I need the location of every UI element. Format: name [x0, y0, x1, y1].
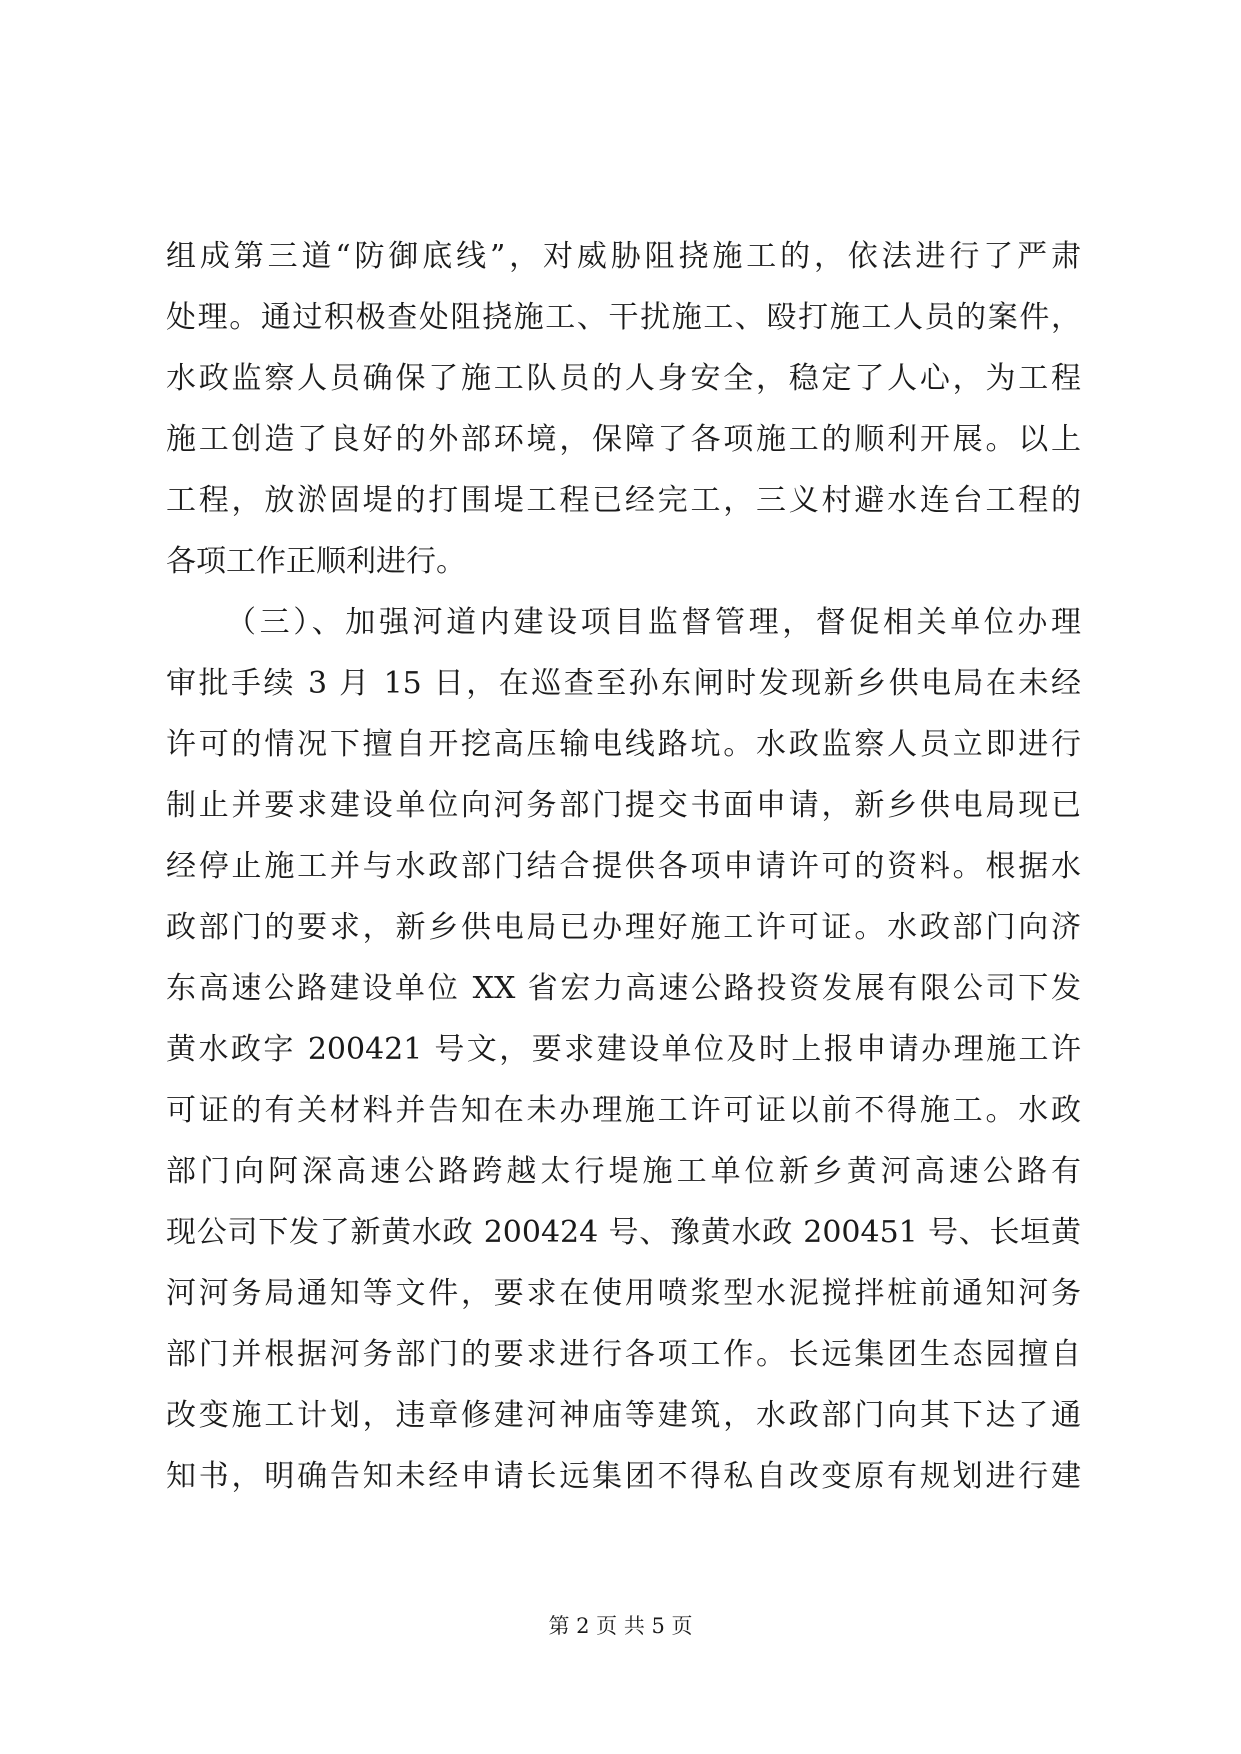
text-line: 各项工作正顺利进行。 — [166, 544, 466, 579]
text-line: 改变施工计划，违章修建河神庙等建筑，水政部门向其下达了通 — [166, 1398, 1081, 1433]
text-line: 经停止施工并与水政部门结合提供各项申请许可的资料。根据水 — [166, 849, 1081, 884]
text-line: 东高速公路建设单位 XX 省宏力高速公路投资发展有限公司下发 — [166, 971, 1081, 1006]
text-line: 现公司下发了新黄水政 200424 号、豫黄水政 200451 号、长垣黄 — [166, 1215, 1081, 1250]
body-text — [166, 226, 1081, 1507]
text-line: 政部门的要求，新乡供电局已办理好施工许可证。水政部门向济 — [166, 910, 1081, 945]
section-heading-line: （三）、加强河道内建设项目监督管理，督促相关单位办理 — [226, 605, 1081, 640]
text-line: 部门向阿深高速公路跨越太行堤施工单位新乡黄河高速公路有 — [166, 1154, 1081, 1189]
text-line: 河河务局通知等文件，要求在使用喷浆型水泥搅拌桩前通知河务 — [166, 1276, 1081, 1311]
text-line: 审批手续 3 月 15 日，在巡查至孙东闸时发现新乡供电局在未经 — [166, 666, 1081, 701]
text-line: 组成第三道“防御底线”，对威胁阻挠施工的，依法进行了严肃 — [166, 239, 1081, 274]
text-line: 处理。通过积极查处阻挠施工、干扰施工、殴打施工人员的案件， — [166, 300, 1081, 335]
text-line: 黄水政字 200421 号文，要求建设单位及时上报申请办理施工许 — [166, 1032, 1081, 1067]
text-line: 许可的情况下擅自开挖高压输电线路坑。水政监察人员立即进行 — [166, 727, 1081, 762]
text-line: 工程，放淤固堤的打围堤工程已经完工，三义村避水连台工程的 — [166, 483, 1081, 518]
text-line: 知书，明确告知未经申请长远集团不得私自改变原有规划进行建 — [166, 1459, 1081, 1494]
text-line: 制止并要求建设单位向河务部门提交书面申请，新乡供电局现已 — [166, 788, 1081, 823]
page-number-footer: 第 2 页 共 5 页 — [548, 1614, 693, 1638]
text-line: 部门并根据河务部门的要求进行各项工作。长远集团生态园擅自 — [166, 1337, 1081, 1372]
text-line: 水政监察人员确保了施工队员的人身安全，稳定了人心，为工程 — [166, 361, 1081, 396]
text-line: 可证的有关材料并告知在未办理施工许可证以前不得施工。水政 — [166, 1093, 1081, 1128]
text-line: 施工创造了良好的外部环境，保障了各项施工的顺利开展。以上 — [166, 422, 1081, 457]
